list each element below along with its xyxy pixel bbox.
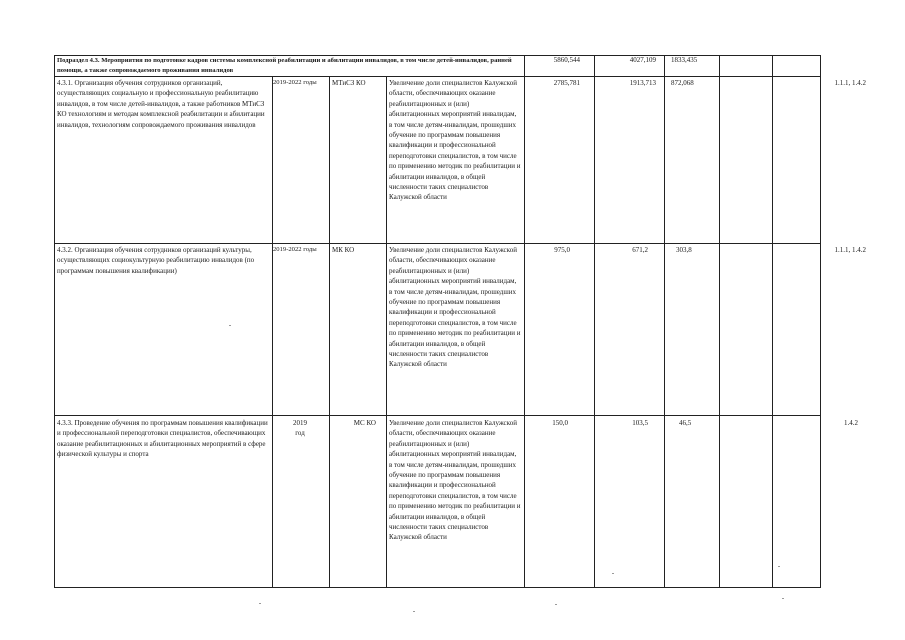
row2-executor: МК КО: [332, 246, 355, 254]
section-v2: 1833,435: [671, 56, 698, 64]
scan-speck: [782, 598, 784, 599]
scan-speck: [229, 325, 231, 326]
col-border-left: [54, 55, 55, 588]
row2-period: 2019-2022 годы: [273, 246, 317, 253]
row2-total: 975,0: [554, 246, 570, 254]
row1-result: Увеличение доли специалистов Калужской области, обеспечивающих оказание реабилитационных и (или) абилитационных мероприятий инвалидам, в том числе детям-инвалидам, прошедших обучение по программам повышения квалификации и профессиональной переподготовки специалистов, в том числе по применению методик по реабилитации и абилитации инвалидов, в общей численности таких специалистов Калужской области: [389, 79, 521, 202]
col-border-e2: [820, 55, 821, 588]
row2-result: Увеличение доли специалистов Калужской области, обеспечивающих оказание реабилитационных и (или) абилитационных мероприятий инвалидам, в том числе детям-инвалидам, прошедших обучение по программам повышения квалификации и профессиональной переподготовки специалистов, в том числе по применению методик по реабилитации и абилитации инвалидов, в общей численности таких специалистов Калужской области: [389, 246, 521, 369]
row2-ref: 1.1.1, 1.4.2: [834, 246, 866, 254]
row3-total: 150,0: [552, 419, 568, 427]
row3-result: Увеличение доли специалистов Калужской области, обеспечивающих оказание реабилитационных и (или) абилитационных мероприятий инвалидам, в том числе детям-инвалидам, прошедших обучение по программам повышения квалификации и профессиональной переподготовки специалистов, в том числе по применению методик по реабилитации и абилитации инвалидов, в общей численности таких специалистов Калужской области: [389, 419, 521, 542]
row3-v2: 46,5: [679, 419, 692, 427]
row1-name: 4.3.1. Организация обучения сотрудников организаций, осуществляющих социальную и профессиональную реабилитацию инвалидов, в том числе детей-инвалидов, а также работников МТиСЗ КО технологиям и методам комплексной реабилитации и абилитации инвалидов, технологиям сопровождаемого проживания инвалидов: [57, 79, 265, 129]
col-border-period: [329, 76, 330, 588]
col-border-result: [524, 55, 525, 588]
row1-ref: 1.1.1, 1.4.2: [834, 79, 866, 87]
row1-bottom-border: [54, 243, 821, 244]
scan-speck: [778, 566, 780, 567]
scan-speck: [259, 603, 261, 604]
row1-total: 2785,781: [553, 79, 580, 87]
scan-speck: [413, 611, 415, 612]
col-border-executor: [386, 76, 387, 588]
row1-period: 2019-2022 годы: [273, 79, 317, 86]
row2-name: 4.3.2. Организация обучения сотрудников организаций культуры, осуществляющих социокультурную реабилитацию инвалидов (по программам повышения квалификации): [57, 246, 255, 275]
row3-ref: 1.4.2: [844, 419, 858, 427]
row1-executor: МТиСЗ КО: [332, 79, 366, 87]
row3-executor: МС КО: [353, 419, 376, 427]
scan-speck: [555, 604, 557, 605]
row1-v1: 1913,713: [629, 79, 656, 87]
row3-period: 2019 год: [293, 419, 307, 438]
section-v1: 4027,109: [629, 56, 656, 64]
row3-name: 4.3.3. Проведение обучения по программам повышения квалификации и профессиональной переподготовки специалистов, обеспечивающих оказание реабилитационных и абилитационных мероприятий в сфере физической культуры и спорта: [57, 419, 268, 459]
table-bottom-border: [54, 587, 821, 588]
row2-bottom-border: [54, 415, 821, 416]
section-total: 5860,544: [553, 56, 580, 64]
col-border-v1: [664, 55, 665, 588]
col-border-name: [272, 76, 273, 588]
col-border-e1: [772, 55, 773, 588]
col-border-total: [594, 55, 595, 588]
row1-v2: 872,068: [671, 79, 694, 87]
row2-v2: 303,8: [676, 246, 692, 254]
row2-v1: 671,2: [632, 246, 648, 254]
col-border-v2: [719, 55, 720, 588]
row3-v1: 103,5: [632, 419, 648, 427]
scan-speck: [612, 573, 614, 574]
section-title: Подраздел 4.3. Мероприятия по подготовке кадров системы комплексной реабилитации и абилитации инвалидов, в том числе детей-инвалидов, ранней помощи, а также сопровождаемого проживания инвалидов: [57, 57, 512, 75]
